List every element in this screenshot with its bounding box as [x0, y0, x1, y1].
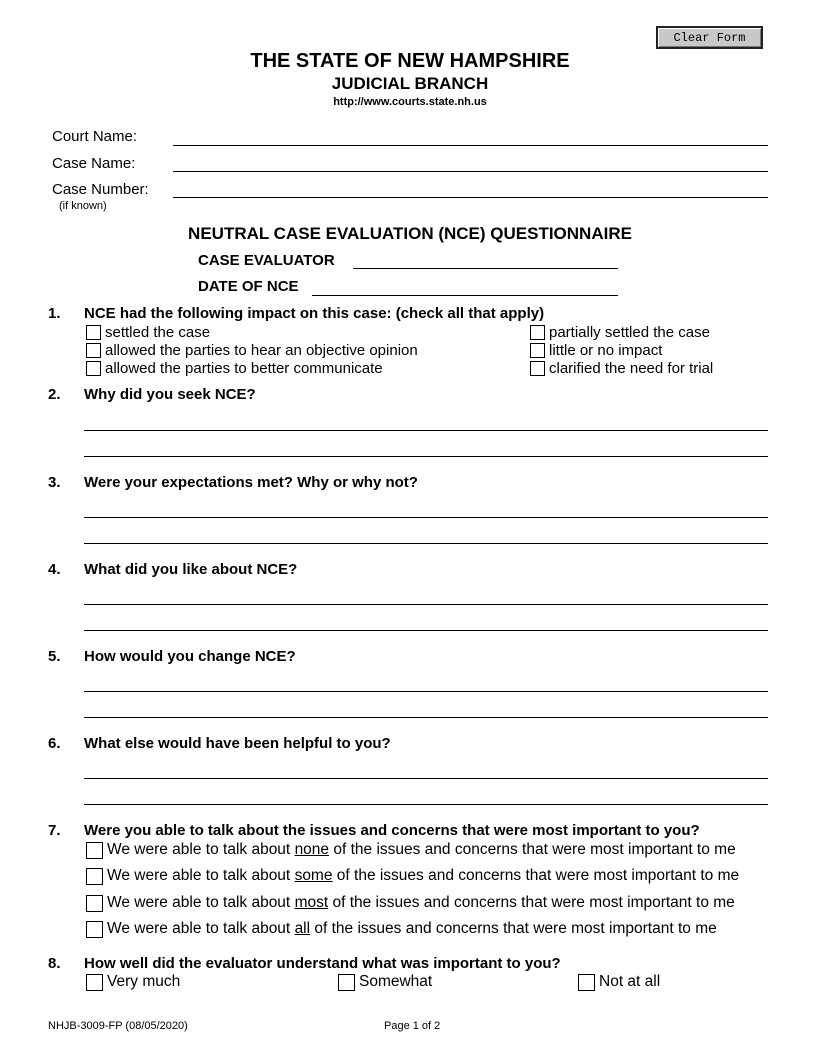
checkbox-icon[interactable]	[86, 361, 101, 376]
page-number: Page 1 of 2	[384, 1020, 441, 1032]
q7-text: Were you able to talk about the issues and concerns that were most important to you?	[84, 822, 700, 839]
q1-option-need-for-trial[interactable]: clarified the need for trial	[530, 360, 713, 377]
q3-answer-line-2[interactable]	[84, 543, 768, 544]
if-known-note: (if known)	[59, 200, 107, 212]
q1-text: NCE had the following impact on this case: (check all that apply)	[84, 305, 545, 322]
q8-text: How well did the evaluator understand what was important to you?	[84, 955, 561, 972]
q4-answer-line-1[interactable]	[84, 604, 768, 605]
q5-text: How would you change NCE?	[84, 648, 296, 665]
q1-option-better-communicate[interactable]: allowed the parties to better communicate	[86, 360, 383, 377]
q3-answer-line-1[interactable]	[84, 517, 768, 518]
q6-answer-line-1[interactable]	[84, 778, 768, 779]
case-name-field[interactable]	[173, 171, 768, 172]
checkbox-icon[interactable]	[86, 325, 101, 340]
q1-option-objective-opinion[interactable]: allowed the parties to hear an objective opinion	[86, 342, 418, 359]
court-name-field[interactable]	[173, 145, 768, 146]
checkbox-icon[interactable]	[86, 842, 103, 859]
q5-answer-line-2[interactable]	[84, 717, 768, 718]
clear-form-button[interactable]: Clear Form	[656, 26, 763, 49]
state-title: THE STATE OF NEW HAMPSHIRE	[250, 50, 570, 72]
checkbox-icon[interactable]	[86, 921, 103, 938]
checkbox-icon[interactable]	[86, 343, 101, 358]
case-number-field[interactable]	[173, 197, 768, 198]
checkbox-icon[interactable]	[530, 343, 545, 358]
branch-title: JUDICIAL BRANCH	[331, 74, 489, 93]
q3-text: Were your expectations met? Why or why not?	[84, 474, 418, 491]
q1-option-partially-settled[interactable]: partially settled the case	[530, 324, 710, 341]
case-number-label: Case Number:	[52, 181, 149, 198]
q8-option-somewhat[interactable]: Somewhat	[338, 973, 432, 991]
q1-option-little-impact[interactable]: little or no impact	[530, 342, 662, 359]
q6-text: What else would have been helpful to you?	[84, 735, 391, 752]
q7-option-all[interactable]: We were able to talk about all of the issues and concerns that were most important to me	[86, 920, 717, 938]
date-of-nce-field[interactable]	[312, 295, 618, 296]
q1-option-settled[interactable]: settled the case	[86, 324, 210, 341]
q4-answer-line-2[interactable]	[84, 630, 768, 631]
q5-answer-line-1[interactable]	[84, 691, 768, 692]
q3-number: 3.	[48, 474, 61, 491]
date-of-nce-label: DATE OF NCE	[198, 278, 299, 295]
checkbox-icon[interactable]	[578, 974, 595, 991]
q7-option-some[interactable]: We were able to talk about some of the issues and concerns that were most important to me	[86, 867, 739, 885]
checkbox-icon[interactable]	[86, 895, 103, 912]
checkbox-icon[interactable]	[86, 868, 103, 885]
q2-text: Why did you seek NCE?	[84, 386, 256, 403]
q4-text: What did you like about NCE?	[84, 561, 298, 578]
q2-answer-line-1[interactable]	[84, 430, 768, 431]
q8-option-not-at-all[interactable]: Not at all	[578, 973, 660, 991]
q8-number: 8.	[48, 955, 61, 972]
q7-option-none[interactable]: We were able to talk about none of the issues and concerns that were most important to me	[86, 841, 736, 859]
checkbox-icon[interactable]	[338, 974, 355, 991]
checkbox-icon[interactable]	[86, 974, 103, 991]
case-name-label: Case Name:	[52, 155, 136, 172]
form-id: NHJB-3009-FP (08/05/2020)	[48, 1020, 188, 1032]
case-evaluator-label: CASE EVALUATOR	[198, 252, 335, 269]
form-title: NEUTRAL CASE EVALUATION (NCE) QUESTIONNAIRE	[188, 224, 632, 243]
q4-number: 4.	[48, 561, 61, 578]
q2-number: 2.	[48, 386, 61, 403]
q5-number: 5.	[48, 648, 61, 665]
q6-number: 6.	[48, 735, 61, 752]
courts-url: http://www.courts.state.nh.us	[333, 96, 487, 108]
checkbox-icon[interactable]	[530, 361, 545, 376]
checkbox-icon[interactable]	[530, 325, 545, 340]
q7-option-most[interactable]: We were able to talk about most of the issues and concerns that were most important to me	[86, 894, 735, 912]
case-evaluator-field[interactable]	[353, 268, 618, 269]
q1-number: 1.	[48, 305, 61, 322]
q8-option-very-much[interactable]: Very much	[86, 973, 180, 991]
q2-answer-line-2[interactable]	[84, 456, 768, 457]
q6-answer-line-2[interactable]	[84, 804, 768, 805]
q7-number: 7.	[48, 822, 61, 839]
court-name-label: Court Name:	[52, 128, 138, 145]
